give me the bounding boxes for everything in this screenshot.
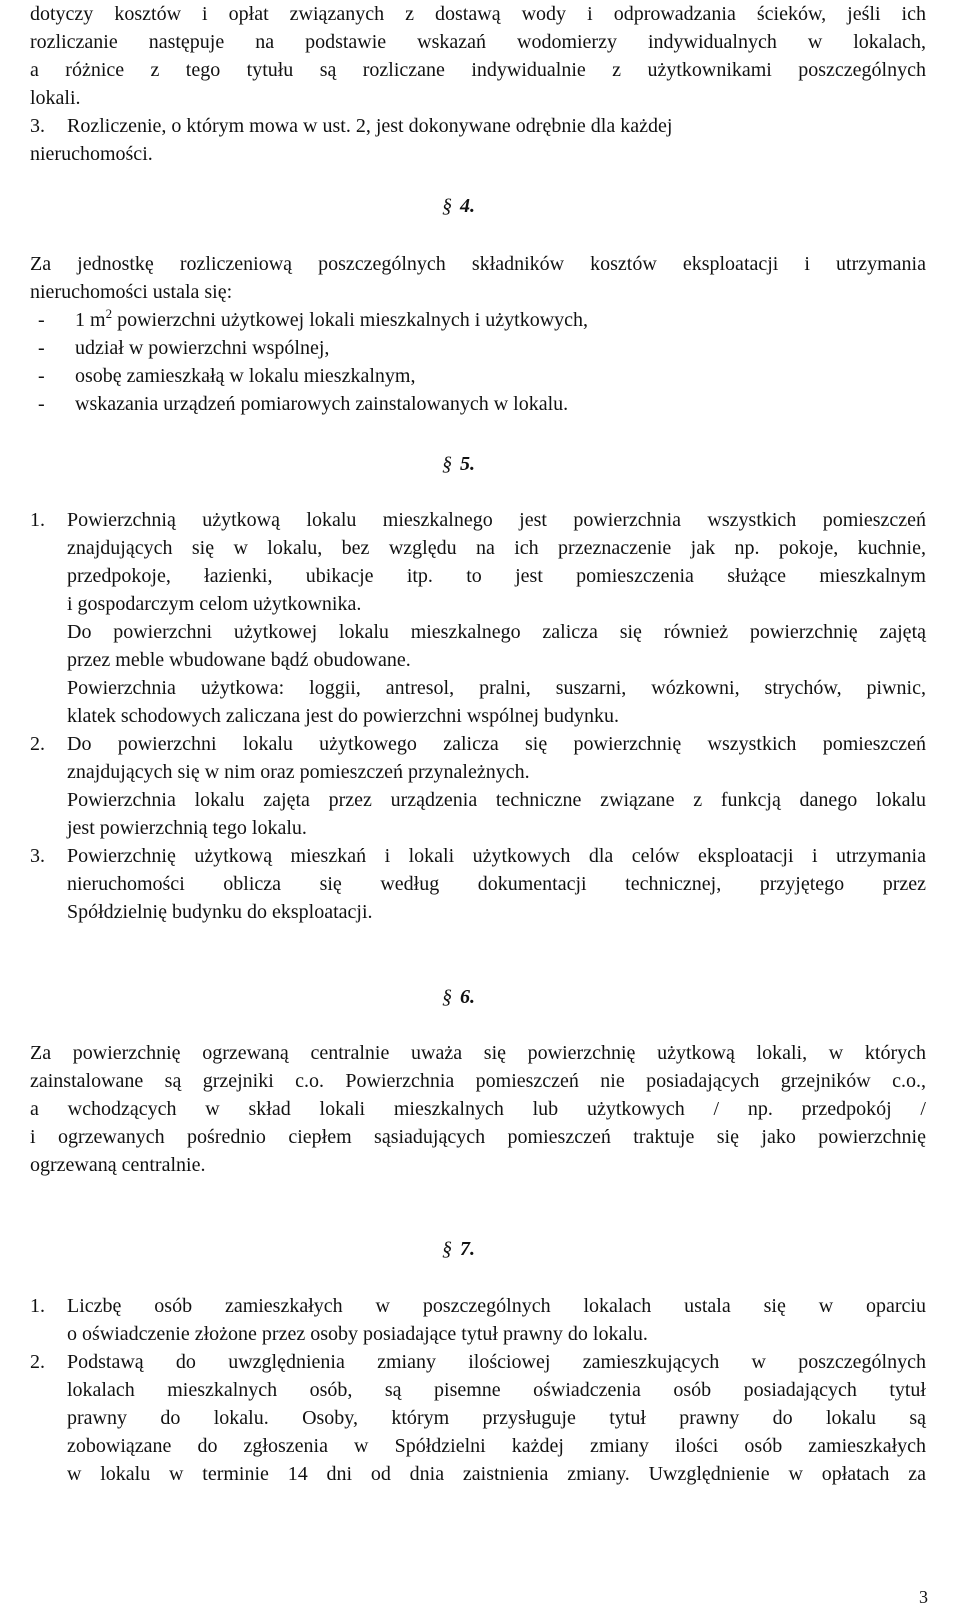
body-text-line: Powierzchnia użytkowa: loggii, antresol, pralni, suszarni, wózkowni, strychów, piwnic, [67, 677, 926, 699]
item-number: 2. [30, 733, 45, 755]
body-text-line: ogrzewaną centralnie. [30, 1154, 206, 1176]
body-text-line: przez meble wbudowane bądź obudowane. [67, 649, 411, 671]
section-heading: § 7. [442, 1238, 475, 1260]
body-text-line: Za powierzchnię ogrzewaną centralnie uważa się powierzchnię użytkową lokali, w których [30, 1042, 926, 1064]
list-item: osobę zamieszkałą w lokalu mieszkalnym, [75, 365, 416, 387]
page-number: 3 [919, 1587, 928, 1607]
body-text-line: lokali. [30, 87, 81, 109]
list-dash: - [38, 337, 45, 359]
body-text-line: znajdujących się w nim oraz pomieszczeń przynależnych. [67, 761, 530, 783]
body-text-line: nieruchomości oblicza się według dokumentacji technicznej, przyjętego przez [67, 873, 926, 895]
body-text-line: zobowiązane do zgłoszenia w Spółdzielni każdej zmiany ilości osób zamieszkałych [67, 1435, 926, 1457]
section-heading: § 6. [442, 986, 475, 1008]
body-text-line: i ogrzewanych pośrednio ciepłem sąsiadujących pomieszczeń traktuje się jako powierzchnię [30, 1126, 926, 1148]
body-text-line: prawny do lokalu. Osoby, którym przysługuje tytuł prawny do lokalu są [67, 1407, 926, 1429]
item-number: 1. [30, 1295, 45, 1317]
body-text-line: o oświadczenie złożone przez osoby posiadające tytuł prawny do lokalu. [67, 1323, 648, 1345]
list-dash: - [38, 309, 45, 331]
item-number: 3. [30, 115, 45, 137]
body-text-line: Do powierzchni użytkowej lokalu mieszkalnego zalicza się również powierzchnię zajętą [67, 621, 926, 643]
body-text-line: przedpokoje, łazienki, ubikacje itp. to jest pomieszczenia służące mieszkalnym [67, 565, 926, 587]
body-text-line: Podstawą do uwzględnienia zmiany ilościowej zamieszkujących w poszczególnych [67, 1351, 926, 1373]
item-number: 1. [30, 509, 45, 531]
body-text-line: Rozliczenie, o którym mowa w ust. 2, jest dokonywane odrębnie dla każdej [67, 115, 673, 137]
list-dash: - [38, 393, 45, 415]
body-text-line: Powierzchnia lokalu zajęta przez urządzenia techniczne związane z funkcją danego lokalu [67, 789, 926, 811]
body-text-line: i gospodarczym celom użytkownika. [67, 593, 362, 615]
body-text-line: Liczbę osób zamieszkałych w poszczególnych lokalach ustala się w oparciu [67, 1295, 926, 1317]
body-text-line: jest powierzchnią tego lokalu. [67, 817, 307, 839]
list-item: udział w powierzchni wspólnej, [75, 337, 330, 359]
item-number: 2. [30, 1351, 45, 1373]
body-text-line: Do powierzchni lokalu użytkowego zalicza się powierzchnię wszystkich pomieszczeń [67, 733, 926, 755]
body-text-line: nieruchomości ustala się: [30, 281, 233, 303]
body-text-line: rozliczanie następuje na podstawie wskazań wodomierzy indywidualnych w lokalach, [30, 31, 926, 53]
body-text-line: w lokalu w terminie 14 dni od dnia zaistnienia zmiany. Uwzględnienie w opłatach za [67, 1463, 926, 1485]
section-heading: § 4. [442, 195, 475, 217]
body-text-line: Za jednostkę rozliczeniową poszczególnych składników kosztów eksploatacji i utrzymania [30, 253, 926, 275]
item-number: 3. [30, 845, 45, 867]
section-heading: § 5. [442, 453, 475, 475]
body-text-line: klatek schodowych zaliczana jest do powierzchni wspólnej budynku. [67, 705, 620, 727]
body-text-line: a wchodzących w skład lokali mieszkalnych lub użytkowych / np. przedpokój / [30, 1098, 926, 1120]
body-text-line: Spółdzielnię budynku do eksploatacji. [67, 901, 373, 923]
list-item: 1 $m^2$ powierzchni użytkowej lokali mieszkalnych i użytkowych, [75, 306, 589, 331]
body-text-line: a różnice z tego tytułu są rozliczane indywidualnie z użytkownikami poszczególnych [30, 59, 926, 81]
body-text-line: nieruchomości. [30, 143, 153, 165]
list-dash: - [38, 365, 45, 387]
body-text-line: dotyczy kosztów i opłat związanych z dostawą wody i odprowadzania ścieków, jeśli ich [30, 3, 926, 25]
list-item: wskazania urządzeń pomiarowych zainstalowanych w lokalu. [75, 393, 569, 415]
body-text-line: Powierzchnię użytkową mieszkań i lokali użytkowych dla celów eksploatacji i utrzymania [67, 845, 926, 867]
body-text-line: znajdujących się w lokalu, bez względu na ich przeznaczenie jak np. pokoje, kuchnie, [67, 537, 926, 559]
body-text-line: zainstalowane są grzejniki c.o. Powierzchnia pomieszczeń nie posiadających grzejników c.o., [30, 1070, 926, 1092]
body-text-line: lokalach mieszkalnych osób, są pisemne oświadczenia osób posiadających tytuł [67, 1379, 926, 1401]
body-text-line: Powierzchnią użytkową lokalu mieszkalnego jest powierzchnia wszystkich pomieszczeń [67, 509, 926, 531]
